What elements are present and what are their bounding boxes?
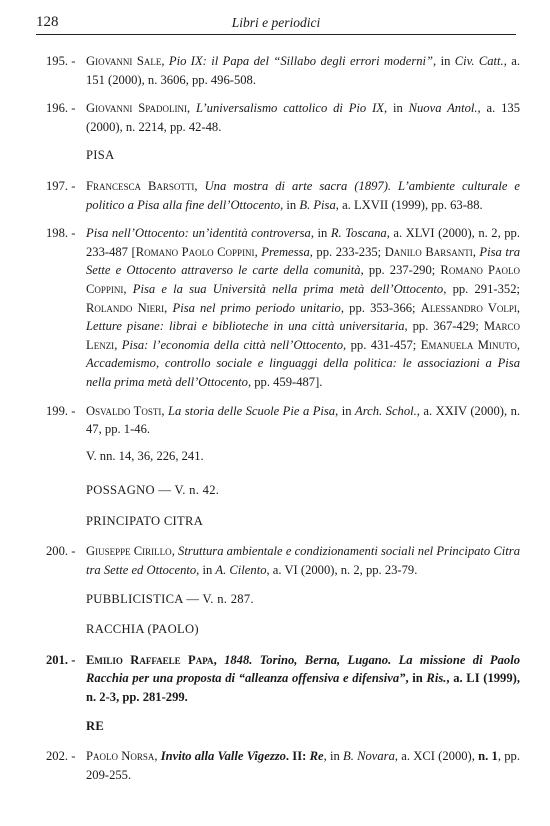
bibliography-list [46, 52, 520, 794]
entry-text: Pisa nell’Ottocento: un’identità controversa, in R. Toscana, a. XLVI (2000), n. 2, pp. 233-487 [Romano Paolo Coppini, Premessa, pp. 233-235; Danilo Barsanti, Pisa tra Sette e Ottocento attraverso le carte della comunità, pp. 237-290; Romano Paolo Coppini, Pisa e la sua Università nella prima metà dell’Ottocento, pp. 291-352; Rolando Nieri, Pisa nel primo periodo unitario, pp. 353-366; Alessandro Volpi, Letture pisane: librai e biblioteche in una città universitaria, pp. 367-429; Marco Lenzi, Pisa: l’economia della città nell’Ottocento, pp. 431-457; Emanuela Minuto, Accademismo, controllo sociale e linguaggi della politica: le associazioni a Pisa nella prima metà dell’Ottocento, pp. 459-487]. [86, 226, 521, 389]
entry-number: 198. - [46, 226, 76, 241]
section-heading: RACCHIA (PAOLO) [86, 622, 199, 637]
entry-number: 195. - [46, 54, 76, 68]
section-heading: RE [86, 718, 105, 733]
bibliography-entry [46, 224, 520, 391]
bibliography-entry [46, 402, 520, 439]
running-title: Libri e periodici [231, 15, 321, 30]
section-heading: PUBBLICISTICA — V. n. 287. [86, 591, 254, 606]
entry-text: Giuseppe Cirillo, Struttura ambientale e condizionamenti sociali nel Principato Citra tra Sette ed Ottocento, in A. Cilento, a. VI (2000), n. 2, pp. 23-79. [86, 544, 520, 578]
entry-number: 196. - [46, 101, 76, 116]
entry-number: 200. - [46, 544, 76, 559]
cross-reference: V. nn. 14, 36, 226, 241. [86, 448, 204, 463]
bibliography-entry [46, 177, 520, 214]
bibliography-entry [46, 542, 520, 579]
entry-text: Osvaldo Tosti, La storia delle Scuole Pie a Pisa, in Arch. Schol., a. XXIV (2000), n. 47, pp. 1-46. [86, 403, 521, 437]
section-heading: PRINCIPATO CITRA [86, 513, 204, 528]
bibliography-entry [46, 99, 520, 136]
bibliography-entry [46, 747, 520, 784]
entry-text: Francesca Barsotti, Una mostra di arte sacra (1897). L’ambiente culturale e politico a Pisa alla fine dell’Ottocento, in B. Pisa, a. LXVII (1999), pp. 63-88. [86, 178, 521, 212]
section-heading: POSSAGNO — V. n. 42. [86, 483, 220, 498]
entry-text: Giovanni Sale, Pio IX: il Papa del “Sillabo degli errori moderni”, in Civ. Catt., a. 151 (2000), n. 3606, pp. 496-508. [86, 54, 520, 87]
bibliography-entry [46, 651, 520, 707]
page-header [36, 12, 516, 35]
entry-text: Paolo Norsa, Invito alla Valle Vigezzo. II: Re, in B. Novara, a. XCI (2000), n. 1, pp. 209-255. [86, 749, 520, 782]
entry-number: 202. - [46, 749, 76, 764]
entry-number: 199. - [46, 403, 76, 418]
entry-number: 201. - [46, 652, 76, 667]
entry-text: Giovanni Spadolini, L’universalismo cattolico di Pio IX, in Nuova Antol., a. 135 (2000), n. 2214, pp. 42-48. [86, 101, 521, 134]
page-number: 128 [36, 14, 59, 30]
entry-number: 197. - [46, 178, 76, 193]
section-heading: PISA [86, 148, 115, 163]
entry-text: Emilio Raffaele Papa, 1848. Torino, Berna, Lugano. La missione di Paolo Racchia per una proposta di “alleanza offensiva e difensiva”, in Ris., a. LI (1999), n. 2-3, pp. 281-299. [86, 652, 521, 705]
bibliography-entry [46, 52, 520, 89]
